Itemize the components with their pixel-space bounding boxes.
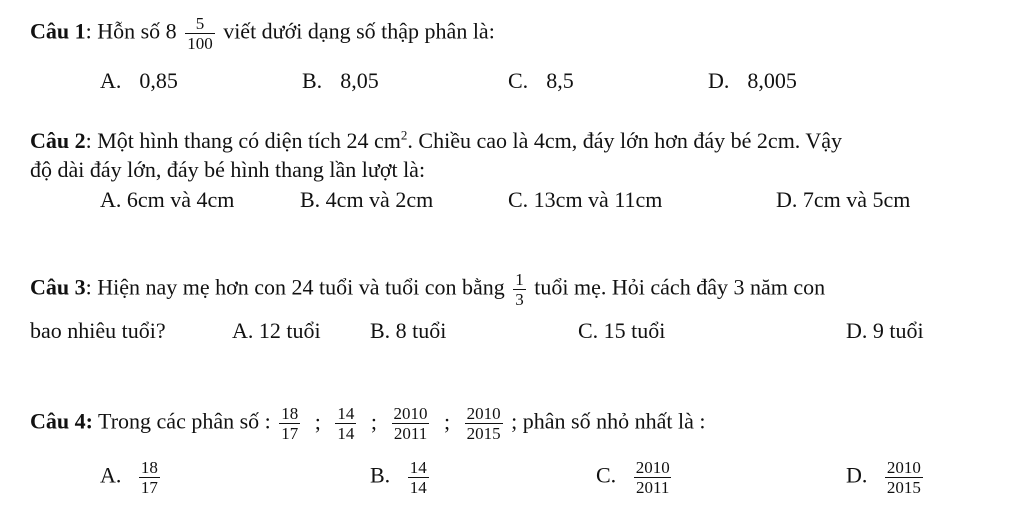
q4-option-b[interactable] <box>370 458 432 497</box>
fraction-numerator: 1 <box>515 270 524 289</box>
fraction-denominator: 14 <box>337 424 355 443</box>
option-fraction <box>408 458 429 497</box>
q3-option-a[interactable]: A. 12 tuổi <box>232 318 321 343</box>
question-1-text-before: : Hỗn số 8 <box>85 18 177 44</box>
separator: ; <box>314 408 321 434</box>
fraction-denominator: 2015 <box>466 424 501 443</box>
question-2-stem <box>30 128 842 154</box>
q4-option-d[interactable] <box>846 458 926 497</box>
option-letter: C. <box>508 68 529 93</box>
fraction-numerator: 5 <box>195 14 205 33</box>
option-letter: D. <box>846 462 868 488</box>
stem-fraction <box>392 404 430 443</box>
fraction-denominator: 17 <box>281 424 299 443</box>
q2-option-a[interactable]: A. 6cm và 4cm <box>100 187 235 212</box>
option-value: 8,5 <box>546 68 574 93</box>
stem-fraction <box>465 404 503 443</box>
option-value: 8,05 <box>340 68 379 93</box>
fraction-denominator: 100 <box>187 34 213 53</box>
question-3-text-before: : Hiện nay mẹ hơn con 24 tuổi và tuổi con bằng <box>85 274 505 300</box>
option-letter: B. <box>370 462 391 488</box>
separator: ; <box>370 408 378 434</box>
fraction-denominator: 2015 <box>886 478 921 497</box>
fraction-denominator: 3 <box>515 290 524 309</box>
q1-option-c[interactable] <box>508 68 574 94</box>
option-fraction <box>139 458 160 497</box>
question-2-label: Câu 2 <box>30 128 86 153</box>
option-letter: B. <box>302 68 323 93</box>
option-value: 0,85 <box>139 68 178 93</box>
fraction-denominator: 14 <box>409 478 427 497</box>
q1-option-a[interactable] <box>100 68 178 94</box>
question-4-text-after: ; phân số nhỏ nhất là : <box>505 408 706 434</box>
fraction-numerator: 14 <box>409 458 427 477</box>
q3-option-c[interactable]: C. 15 tuổi <box>578 318 666 343</box>
superscript: 2 <box>400 127 408 143</box>
fraction-denominator: 2011 <box>636 478 670 497</box>
separator: ; <box>444 408 451 434</box>
question-3-label: Câu 3 <box>30 274 86 300</box>
option-letter: A. <box>100 462 122 488</box>
question-1-stem <box>30 14 495 53</box>
question-3-line-2: bao nhiêu tuổi? <box>30 318 166 343</box>
option-value: 8,005 <box>747 68 797 93</box>
q3-option-b[interactable]: B. 8 tuổi <box>370 318 447 343</box>
question-2-text-before: : Một hình thang có diện tích 24 cm <box>85 128 401 153</box>
option-letter: D. <box>708 68 730 93</box>
q1-option-d[interactable] <box>708 68 797 94</box>
question-3-fraction <box>513 270 526 309</box>
fraction-numerator: 2010 <box>635 458 670 477</box>
option-letter: A. <box>100 68 122 93</box>
fraction-numerator: 18 <box>281 404 299 423</box>
q3-option-d[interactable]: D. 9 tuổi <box>846 318 924 343</box>
question-2-line-2: độ dài đáy lớn, đáy bé hình thang lần lượt là: <box>30 157 426 182</box>
q2-option-d[interactable]: D. 7cm và 5cm <box>776 187 911 212</box>
fraction-numerator: 18 <box>140 458 158 477</box>
q2-option-c[interactable]: C. 13cm và 11cm <box>508 187 663 212</box>
question-1-text-after: viết dưới dạng số thập phân là: <box>217 18 495 44</box>
stem-fraction <box>279 404 300 443</box>
fraction-denominator: 17 <box>140 478 158 497</box>
q4-option-a[interactable] <box>100 458 163 497</box>
question-3-text-after: tuổi mẹ. Hỏi cách đây 3 năm con <box>528 274 826 300</box>
fraction-numerator: 2010 <box>393 404 428 423</box>
fraction-numerator: 2010 <box>886 458 921 477</box>
option-fraction <box>885 458 923 497</box>
fraction-numerator: 14 <box>337 404 355 423</box>
question-3-stem <box>30 270 825 309</box>
q2-option-b[interactable]: B. 4cm và 2cm <box>300 187 434 212</box>
fraction-denominator: 2011 <box>393 424 428 443</box>
q1-option-b[interactable] <box>302 68 379 94</box>
question-2-text-after: . Chiều cao là 4cm, đáy lớn hơn đáy bé 2cm. Vậy <box>407 128 843 153</box>
question-4-stem <box>30 404 705 443</box>
fraction-numerator: 2010 <box>466 404 501 423</box>
question-1-label: Câu 1 <box>30 18 86 44</box>
question-4-label: Câu 4: <box>30 408 93 434</box>
question-1-fraction <box>185 14 215 53</box>
option-fraction <box>634 458 672 497</box>
q4-option-c[interactable] <box>596 458 675 497</box>
stem-fraction <box>335 404 356 443</box>
option-letter: C. <box>596 462 617 488</box>
question-4-text-before: Trong các phân số : <box>92 408 271 434</box>
